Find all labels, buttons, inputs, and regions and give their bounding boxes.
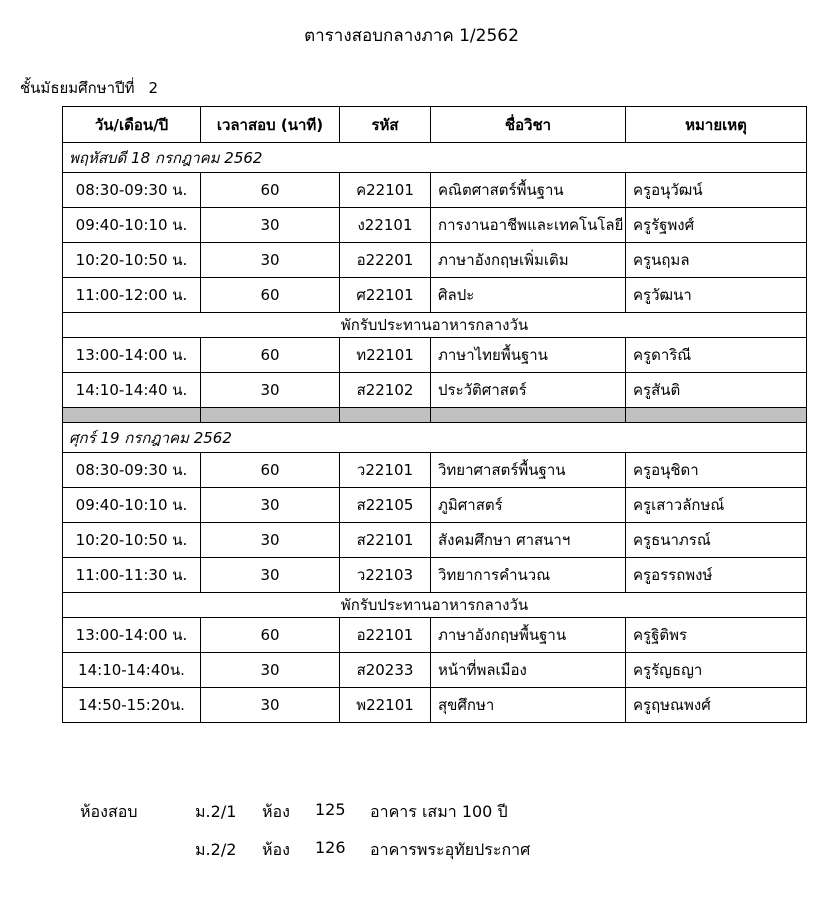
cell-note: ครูสันติ bbox=[626, 373, 807, 408]
room-class: ม.2/1 bbox=[195, 802, 237, 821]
cell-subject: ภาษาไทยพื้นฐาน bbox=[431, 338, 626, 373]
grade-value: 2 bbox=[148, 79, 159, 97]
cell-minutes: 60 bbox=[201, 173, 340, 208]
table-row bbox=[63, 173, 807, 208]
cell-note: ครูธนาภรณ์ bbox=[626, 523, 807, 558]
cell-code: อ22201 bbox=[340, 243, 431, 278]
header-date: วัน/เดือน/ปี bbox=[63, 107, 201, 143]
cell-subject: ประวัติศาสตร์ bbox=[431, 373, 626, 408]
cell-subject: การงานอาชีพและเทคโนโลยี bbox=[431, 208, 626, 243]
cell-note: ครูรัญธญา bbox=[626, 653, 807, 688]
cell-code: อ22101 bbox=[340, 618, 431, 653]
cell-note: ครูอรรถพงษ์ bbox=[626, 558, 807, 593]
cell-time: 14:10-14:40น. bbox=[63, 653, 201, 688]
cell-note: ครูนฤมล bbox=[626, 243, 807, 278]
day-row bbox=[63, 423, 807, 453]
cell-subject: วิทยาศาสตร์พื้นฐาน bbox=[431, 453, 626, 488]
lunch-label: พักรับประทานอาหารกลางวัน bbox=[63, 593, 807, 618]
cell-note: ครูวัฒนา bbox=[626, 278, 807, 313]
table-row bbox=[63, 688, 807, 723]
lunch-label: พักรับประทานอาหารกลางวัน bbox=[63, 313, 807, 338]
cell-subject: สุขศึกษา bbox=[431, 688, 626, 723]
room-class: ม.2/2 bbox=[195, 840, 237, 859]
table-row bbox=[63, 453, 807, 488]
cell-code: พ22101 bbox=[340, 688, 431, 723]
cell-time: 11:00-12:00 น. bbox=[63, 278, 201, 313]
lunch-row bbox=[63, 593, 807, 618]
cell-time: 10:20-10:50 น. bbox=[63, 523, 201, 558]
page-title: ตารางสอบกลางภาค 1/2562 bbox=[304, 26, 519, 46]
cell-code: ส22105 bbox=[340, 488, 431, 523]
room-building: อาคาร เสมา 100 ปี bbox=[370, 802, 508, 821]
room-word: ห้อง bbox=[262, 802, 290, 821]
cell-note: ครูฤษณพงศ์ bbox=[626, 688, 807, 723]
cell-time: 10:20-10:50 น. bbox=[63, 243, 201, 278]
cell-minutes: 60 bbox=[201, 278, 340, 313]
cell-note: ครูอนุชิดา bbox=[626, 453, 807, 488]
cell-minutes: 30 bbox=[201, 373, 340, 408]
header-subject: ชื่อวิชา bbox=[431, 107, 626, 143]
cell-subject: วิทยาการคำนวณ bbox=[431, 558, 626, 593]
table-row bbox=[63, 338, 807, 373]
cell-code: ว22103 bbox=[340, 558, 431, 593]
cell-minutes: 60 bbox=[201, 453, 340, 488]
cell-code: ง22101 bbox=[340, 208, 431, 243]
room-building: อาคารพระอุทัยประกาศ bbox=[370, 840, 531, 859]
header-code: รหัส bbox=[340, 107, 431, 143]
cell-minutes: 60 bbox=[201, 338, 340, 373]
cell-minutes: 30 bbox=[201, 688, 340, 723]
table-row bbox=[63, 278, 807, 313]
table-row bbox=[63, 373, 807, 408]
cell-subject: ศิลปะ bbox=[431, 278, 626, 313]
cell-code: ค22101 bbox=[340, 173, 431, 208]
cell-subject: สังคมศึกษา ศาสนาฯ bbox=[431, 523, 626, 558]
room-number: 125 bbox=[315, 800, 346, 819]
cell-code: ส22101 bbox=[340, 523, 431, 558]
grade-label: ชั้นมัธยมศึกษาปีที่ bbox=[20, 79, 135, 97]
cell-time: 08:30-09:30 น. bbox=[63, 453, 201, 488]
table-row bbox=[63, 558, 807, 593]
table-row bbox=[63, 523, 807, 558]
grade-line bbox=[20, 76, 158, 100]
lunch-row bbox=[63, 313, 807, 338]
separator-row bbox=[63, 408, 807, 423]
cell-subject: หน้าที่พลเมือง bbox=[431, 653, 626, 688]
cell-note: ครูฐิติพร bbox=[626, 618, 807, 653]
table-row bbox=[63, 653, 807, 688]
header-note: หมายเหตุ bbox=[626, 107, 807, 143]
table-row bbox=[63, 488, 807, 523]
cell-minutes: 30 bbox=[201, 558, 340, 593]
day-label: ศุกร์ 19 กรกฎาคม 2562 bbox=[63, 423, 807, 453]
cell-note: ครูเสาวลักษณ์ bbox=[626, 488, 807, 523]
cell-code: ส22102 bbox=[340, 373, 431, 408]
cell-code: ศ22101 bbox=[340, 278, 431, 313]
room-number: 126 bbox=[315, 838, 346, 857]
table-row bbox=[63, 618, 807, 653]
cell-note: ครูดาริณี bbox=[626, 338, 807, 373]
exam-schedule-table bbox=[62, 106, 807, 723]
cell-time: 14:50-15:20น. bbox=[63, 688, 201, 723]
cell-minutes: 30 bbox=[201, 488, 340, 523]
cell-minutes: 30 bbox=[201, 208, 340, 243]
cell-time: 09:40-10:10 น. bbox=[63, 208, 201, 243]
cell-subject: ภาษาอังกฤษพื้นฐาน bbox=[431, 618, 626, 653]
cell-time: 08:30-09:30 น. bbox=[63, 173, 201, 208]
cell-minutes: 30 bbox=[201, 653, 340, 688]
cell-subject: ภาษาอังกฤษเพิ่มเติม bbox=[431, 243, 626, 278]
cell-minutes: 60 bbox=[201, 618, 340, 653]
cell-code: ส20233 bbox=[340, 653, 431, 688]
cell-note: ครูอนุวัฒน์ bbox=[626, 173, 807, 208]
table-row bbox=[63, 243, 807, 278]
rooms-label: ห้องสอบ bbox=[80, 802, 138, 821]
cell-code: ว22101 bbox=[340, 453, 431, 488]
cell-minutes: 30 bbox=[201, 523, 340, 558]
table-header-row bbox=[63, 107, 807, 143]
day-label: พฤหัสบดี 18 กรกฎาคม 2562 bbox=[63, 143, 807, 173]
cell-time: 13:00-14:00 น. bbox=[63, 618, 201, 653]
cell-time: 09:40-10:10 น. bbox=[63, 488, 201, 523]
cell-subject: คณิตศาสตร์พื้นฐาน bbox=[431, 173, 626, 208]
cell-time: 13:00-14:00 น. bbox=[63, 338, 201, 373]
cell-note: ครูรัฐพงศ์ bbox=[626, 208, 807, 243]
day-row bbox=[63, 143, 807, 173]
header-duration: เวลาสอบ (นาที) bbox=[201, 107, 340, 143]
room-word: ห้อง bbox=[262, 840, 290, 859]
cell-time: 11:00-11:30 น. bbox=[63, 558, 201, 593]
cell-time: 14:10-14:40 น. bbox=[63, 373, 201, 408]
table-row bbox=[63, 208, 807, 243]
cell-subject: ภูมิศาสตร์ bbox=[431, 488, 626, 523]
cell-minutes: 30 bbox=[201, 243, 340, 278]
cell-code: ท22101 bbox=[340, 338, 431, 373]
